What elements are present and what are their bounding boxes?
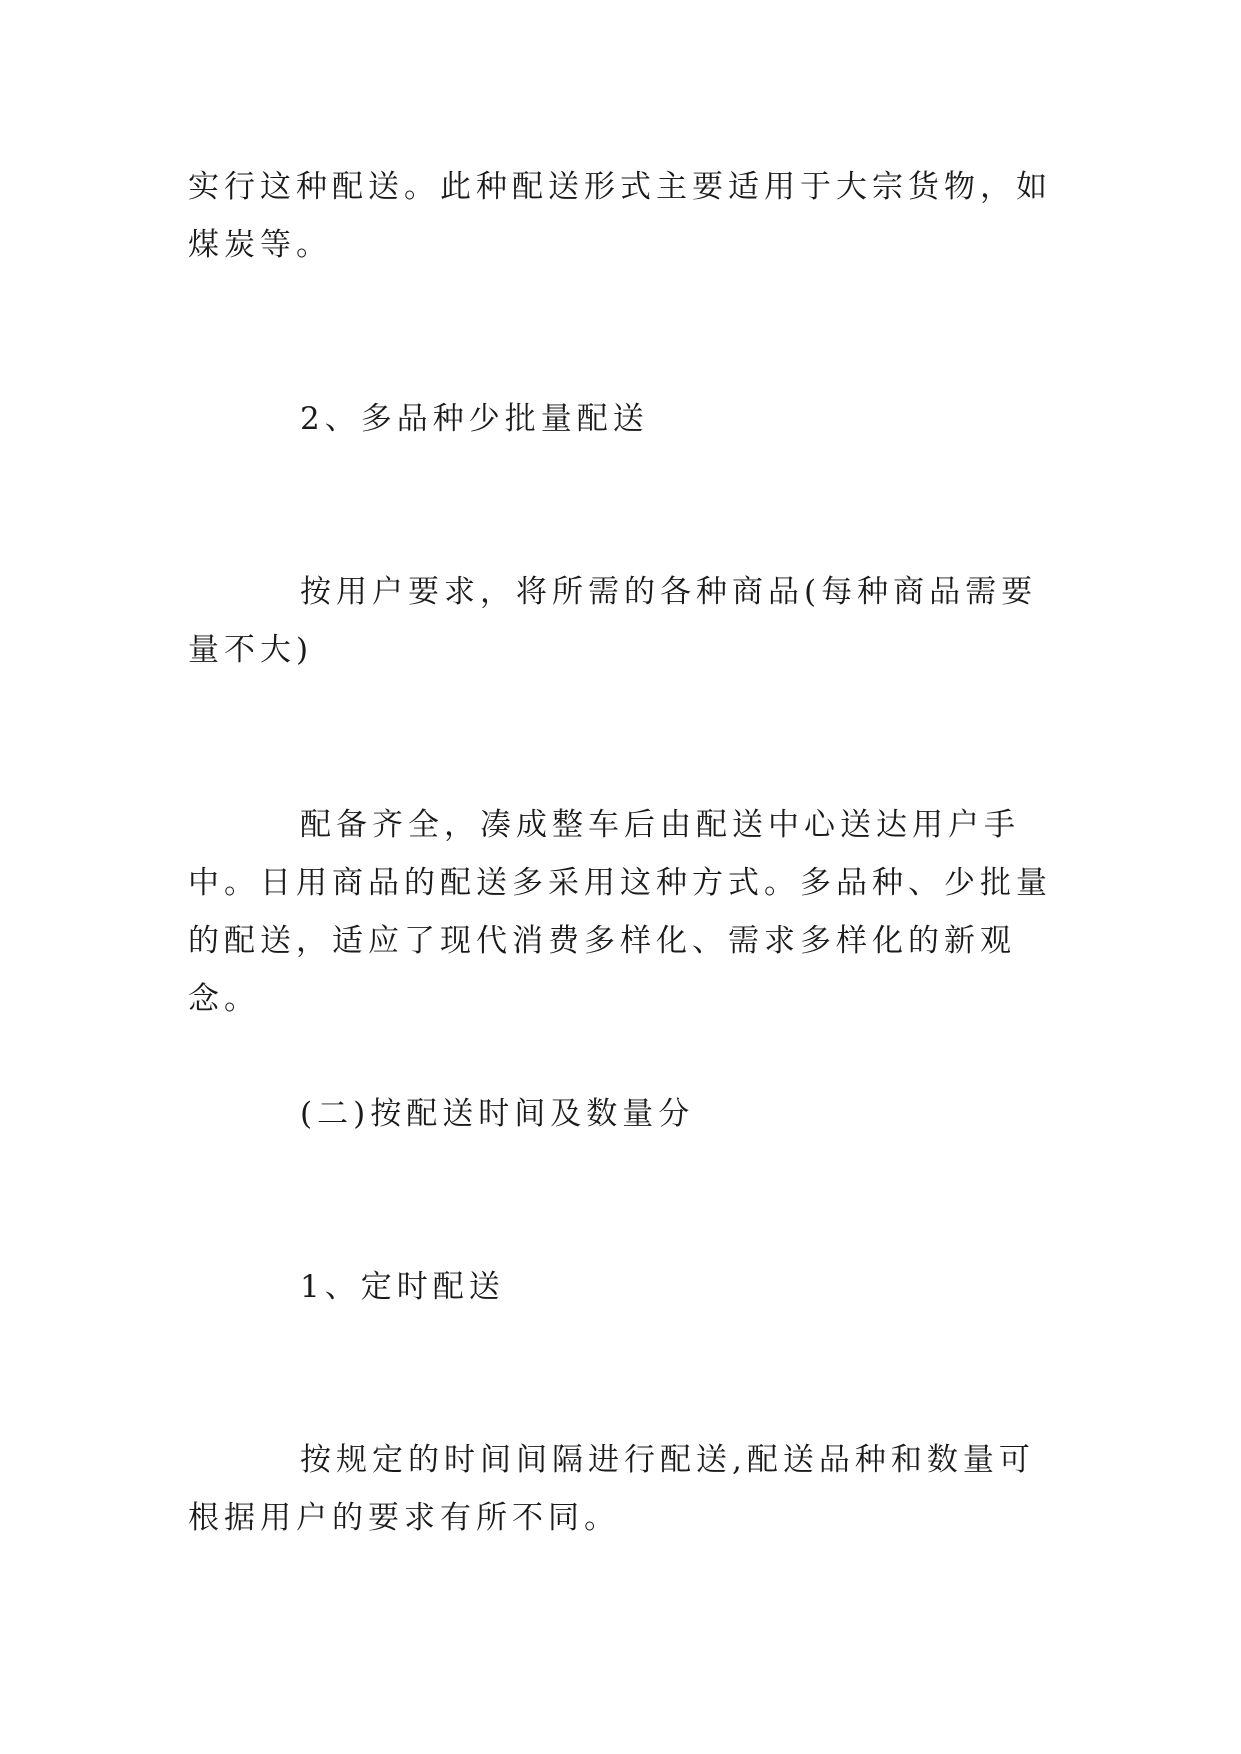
- heading-scheduled-delivery: 1、定时配送: [300, 1269, 505, 1305]
- paragraph-user-requirements: 按用户要求，将所需的各种商品(每种商品需要量不大): [188, 574, 1038, 668]
- paragraph-scheduled-delivery-description: 按规定的时间间隔进行配送,配送品种和数量可根据用户的要求有所不同。: [188, 1442, 1035, 1536]
- heading-multi-variety-small-batch: 2、多品种少批量配送: [300, 401, 649, 437]
- paragraph-full-truckload: 配备齐全，凑成整车后由配送中心送达用户手中。日用商品的配送多采用这种方式。多品种、少批量的配送，适应了现代消费多样化、需求多样化的新观念。: [188, 807, 1052, 1017]
- heading-by-time-and-quantity: (二)按配送时间及数量分: [300, 1096, 695, 1132]
- paragraph-bulk-delivery-continuation: 实行这种配送。此种配送形式主要适用于大宗货物，如煤炭等。: [188, 169, 1052, 263]
